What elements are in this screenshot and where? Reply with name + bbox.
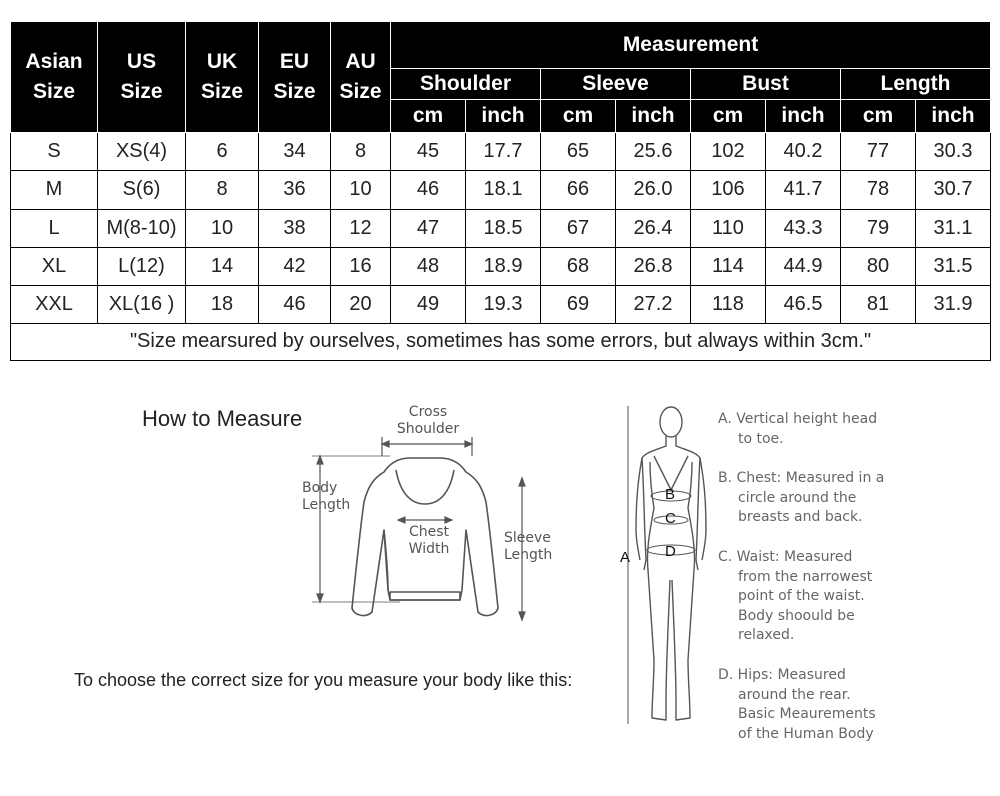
size-chart-table xyxy=(10,21,991,361)
table-cell: 6 xyxy=(186,133,259,171)
figure-letter-c: C xyxy=(665,510,676,527)
header-unit: cm xyxy=(841,100,916,133)
table-cell: 18.1 xyxy=(466,171,541,209)
table-cell: 26.8 xyxy=(616,247,691,285)
header-length: Length xyxy=(841,69,991,100)
table-row xyxy=(11,209,991,247)
table-cell: 20 xyxy=(331,285,391,323)
table-cell: 26.4 xyxy=(616,209,691,247)
table-cell: 102 xyxy=(691,133,766,171)
header-unit: inch xyxy=(616,100,691,133)
table-cell: 114 xyxy=(691,247,766,285)
header-unit: inch xyxy=(916,100,991,133)
table-cell: 14 xyxy=(186,247,259,285)
table-cell: L(12) xyxy=(98,247,186,285)
figure-letter-a: A xyxy=(620,549,631,566)
table-cell: XXL xyxy=(11,285,98,323)
table-cell: 34 xyxy=(259,133,331,171)
header-unit: cm xyxy=(541,100,616,133)
choose-size-instruction: To choose the correct size for you measure your body like this: xyxy=(74,670,573,690)
table-cell: XL xyxy=(11,247,98,285)
table-cell: 81 xyxy=(841,285,916,323)
table-cell: 17.7 xyxy=(466,133,541,171)
header-asian-size: Asian Size xyxy=(11,22,98,133)
table-cell: M(8-10) xyxy=(98,209,186,247)
table-cell: 10 xyxy=(331,171,391,209)
header-unit: inch xyxy=(466,100,541,133)
table-cell: 10 xyxy=(186,209,259,247)
table-cell: 49 xyxy=(391,285,466,323)
table-cell: 18.5 xyxy=(466,209,541,247)
table-cell: 31.5 xyxy=(916,247,991,285)
figure-letter-d: D xyxy=(665,543,676,560)
table-cell: 25.6 xyxy=(616,133,691,171)
table-cell: 110 xyxy=(691,209,766,247)
table-cell: 48 xyxy=(391,247,466,285)
table-cell: 65 xyxy=(541,133,616,171)
table-cell: 41.7 xyxy=(766,171,841,209)
table-cell: 80 xyxy=(841,247,916,285)
table-cell: 79 xyxy=(841,209,916,247)
table-cell: 43.3 xyxy=(766,209,841,247)
table-cell: 8 xyxy=(186,171,259,209)
table-cell: XS(4) xyxy=(98,133,186,171)
table-cell: 46 xyxy=(391,171,466,209)
header-us-size: US Size xyxy=(98,22,186,133)
table-cell: 40.2 xyxy=(766,133,841,171)
table-cell: XL(16 ) xyxy=(98,285,186,323)
legend-item-hips: D. Hips: Measured around the rear. Basic Meaurements of the Human Body xyxy=(718,666,876,742)
table-cell: 69 xyxy=(541,285,616,323)
table-cell: 47 xyxy=(391,209,466,247)
header-shoulder: Shoulder xyxy=(391,69,541,100)
table-body xyxy=(11,133,991,324)
table-row xyxy=(11,171,991,209)
table-cell: 18.9 xyxy=(466,247,541,285)
table-cell: M xyxy=(11,171,98,209)
header-eu-size: EU Size xyxy=(259,22,331,133)
table-cell: 26.0 xyxy=(616,171,691,209)
table-cell: 78 xyxy=(841,171,916,209)
table-row xyxy=(11,285,991,323)
table-cell: 67 xyxy=(541,209,616,247)
sleeve-length-label: Sleeve Length xyxy=(504,530,553,563)
table-cell: 66 xyxy=(541,171,616,209)
table-cell: 44.9 xyxy=(766,247,841,285)
header-uk-size: UK Size xyxy=(186,22,259,133)
table-cell: S xyxy=(11,133,98,171)
table-cell: 30.3 xyxy=(916,133,991,171)
table-cell: 16 xyxy=(331,247,391,285)
table-cell: 68 xyxy=(541,247,616,285)
header-measurement: Measurement xyxy=(391,22,991,69)
table-cell: 18 xyxy=(186,285,259,323)
table-row xyxy=(11,247,991,285)
figure-letter-b: B xyxy=(665,486,676,503)
table-cell: 38 xyxy=(259,209,331,247)
table-cell: 31.9 xyxy=(916,285,991,323)
table-cell: L xyxy=(11,209,98,247)
legend-item-chest: B. Chest: Measured in a circle around the breasts and back. xyxy=(718,470,885,526)
table-cell: 118 xyxy=(691,285,766,323)
legend-item-waist: C. Waist: Measured from the narrowest point of the waist. Body shoould be relaxed. xyxy=(718,548,873,644)
table-cell: 42 xyxy=(259,247,331,285)
table-cell: 8 xyxy=(331,133,391,171)
header-unit: inch xyxy=(766,100,841,133)
header-au-size: AU Size xyxy=(331,22,391,133)
header-unit: cm xyxy=(391,100,466,133)
table-cell: 27.2 xyxy=(616,285,691,323)
table-cell: 19.3 xyxy=(466,285,541,323)
chest-width-label: Chest Width xyxy=(408,524,450,557)
table-note: "Size mearsured by ourselves, sometimes has some errors, but always within 3cm." xyxy=(11,323,991,360)
body-length-label: Body Length xyxy=(302,480,351,513)
body-figure xyxy=(626,400,716,730)
table-cell: 45 xyxy=(391,133,466,171)
table-cell: 12 xyxy=(331,209,391,247)
table-cell: 77 xyxy=(841,133,916,171)
table-cell: 30.7 xyxy=(916,171,991,209)
how-to-measure-title: How to Measure xyxy=(142,406,303,431)
header-bust: Bust xyxy=(691,69,841,100)
table-cell: S(6) xyxy=(98,171,186,209)
cross-shoulder-label: Cross Shoulder xyxy=(396,404,460,437)
table-cell: 46.5 xyxy=(766,285,841,323)
header-sleeve: Sleeve xyxy=(541,69,691,100)
table-row xyxy=(11,133,991,171)
measurement-legend xyxy=(718,410,884,764)
table-cell: 106 xyxy=(691,171,766,209)
table-cell: 31.1 xyxy=(916,209,991,247)
legend-item-height: A. Vertical height head to toe. xyxy=(718,411,878,447)
table-cell: 36 xyxy=(259,171,331,209)
table-cell: 46 xyxy=(259,285,331,323)
header-unit: cm xyxy=(691,100,766,133)
